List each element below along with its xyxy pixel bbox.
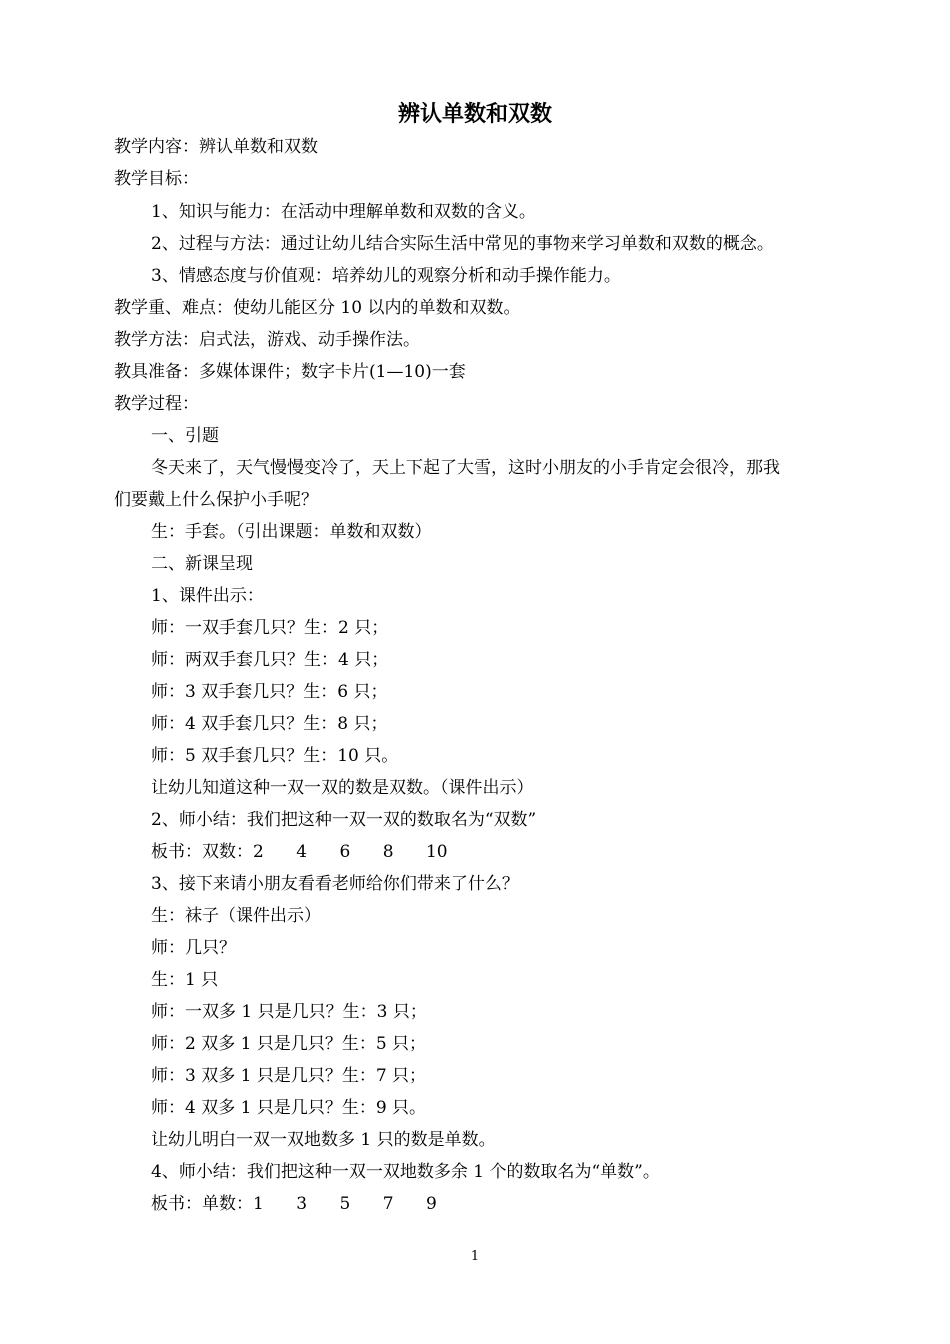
- dialog-line: 师：一双手套几只？生：2 只；: [151, 618, 389, 638]
- dialog-line: 师：2 双多 1 只是几只？生：5 只；: [151, 1034, 427, 1054]
- even-board-line: 板书：双数：2 4 6 8 10: [151, 842, 448, 862]
- dialog-line: 生：1 只: [151, 970, 219, 990]
- teaching-method-line: 教学方法：启式法，游戏、动手操作法。: [114, 330, 420, 350]
- dialog-line: 师：4 双手套几只？生：8 只；: [151, 714, 388, 734]
- key-points-line: 教学重、难点：使幼儿能区分 10 以内的单数和双数。: [114, 298, 521, 318]
- courseware-show-line: 1、课件出示：: [151, 586, 264, 606]
- document-title: 辨认单数和双数: [397, 101, 552, 127]
- intro-paragraph-line-1: 冬天来了，天气慢慢变冷了，天上下起了大雪，这时小朋友的小手肯定会很冷，那我: [151, 458, 780, 478]
- dialog-line: 师：两双手套几只？生：4 只；: [151, 650, 389, 670]
- dialog-line: 生：袜子（课件出示）: [151, 906, 321, 926]
- odd-board-line: 板书：单数：1 3 5 7 9: [151, 1194, 437, 1214]
- dialog-line: 师：几只？: [151, 938, 236, 958]
- odd-summary-line: 4、师小结：我们把这种一双一双地数多余 1 个的数取名为“单数”。: [151, 1162, 660, 1182]
- goal-knowledge-line: 1、知识与能力：在活动中理解单数和双数的含义。: [151, 202, 536, 222]
- dialog-line: 师：3 双手套几只？生：6 只；: [151, 682, 388, 702]
- even-summary-line: 2、师小结：我们把这种一双一双的数取名为“双数”: [151, 810, 537, 830]
- teaching-goals-heading: 教学目标：: [114, 169, 199, 189]
- dialog-line: 师：5 双手套几只？生：10 只。: [151, 746, 399, 766]
- intro-paragraph-line-2: 们要戴上什么保护小手呢？: [114, 490, 318, 510]
- goal-process-line: 2、过程与方法：通过让幼儿结合实际生活中常见的事物来学习单数和双数的概念。: [151, 234, 774, 254]
- dialog-line: 师：4 双多 1 只是几只？生：9 只。: [151, 1098, 427, 1118]
- goal-attitude-line: 3、情感态度与价值观：培养幼儿的观察分析和动手操作能力。: [151, 266, 621, 286]
- teaching-process-heading: 教学过程：: [114, 394, 199, 414]
- dialog-line: 师：3 双多 1 只是几只？生：7 只；: [151, 1066, 427, 1086]
- student-answer-gloves: 生：手套。（引出课题：单数和双数）: [151, 522, 432, 542]
- socks-question-line: 3、接下来请小朋友看看老师给你们带来了什么？: [151, 874, 519, 894]
- odd-explanation-line: 让幼儿明白一双一双地数多 1 只的数是单数。: [151, 1130, 496, 1150]
- materials-line: 教具准备：多媒体课件；数字卡片(1—10)一套: [114, 362, 466, 382]
- section-intro-heading: 一、引题: [151, 426, 219, 446]
- dialog-line: 师：一双多 1 只是几只？生：3 只；: [151, 1002, 427, 1022]
- even-explanation-line: 让幼儿知道这种一双一双的数是双数。（课件出示）: [151, 778, 534, 798]
- teaching-content-line: 教学内容：辨认单数和双数: [114, 137, 318, 157]
- page-number: 1: [470, 1249, 480, 1264]
- section-new-lesson-heading: 二、新课呈现: [151, 554, 253, 574]
